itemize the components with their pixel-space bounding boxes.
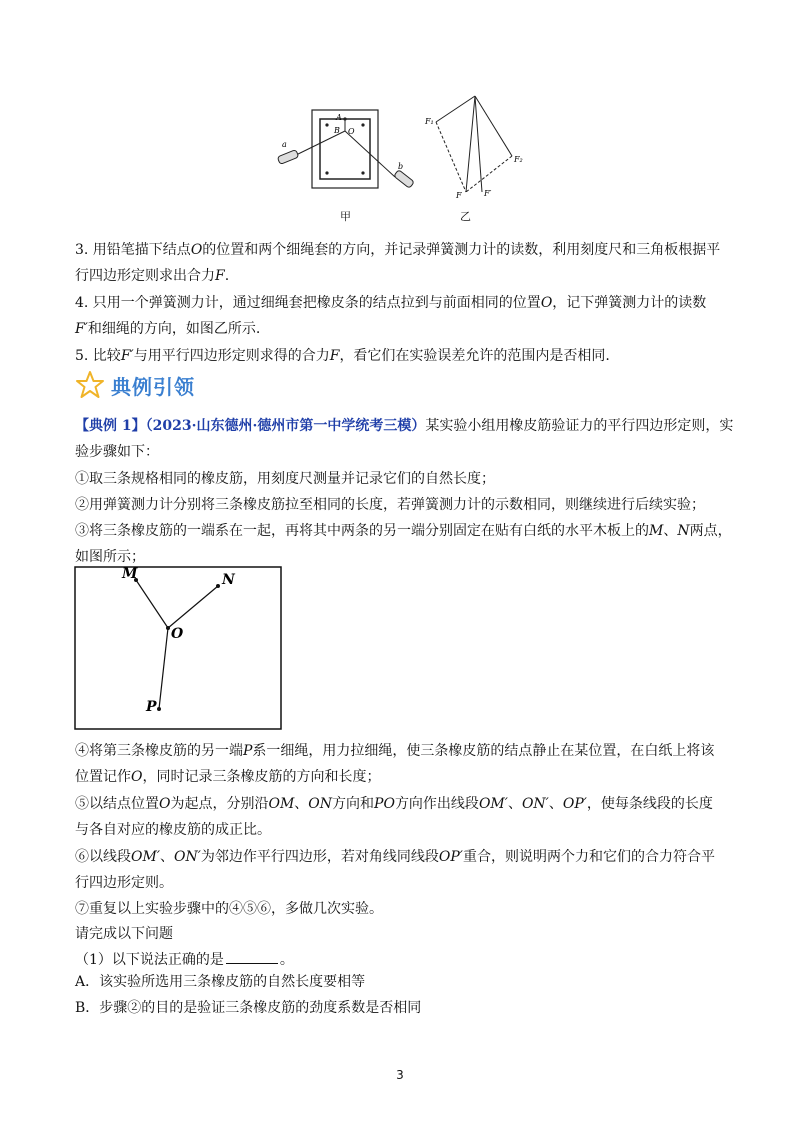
- point-M: M: [122, 566, 138, 582]
- point-O: O: [171, 626, 184, 642]
- label-F: F: [456, 191, 462, 200]
- figure-jia: [270, 105, 420, 220]
- label-O: O: [348, 127, 355, 136]
- step4-line1: 4. 只用一个弹簧测力计，通过细绳套把橡皮条的结点拉到与前面相同的位置O，记下弹簧测力计的读数: [75, 295, 707, 311]
- label-B: B: [334, 126, 340, 135]
- step-1: ①取三条规格相同的橡皮筋，用刻度尺测量并记录它们的自然长度；: [75, 471, 495, 487]
- figure-rubber-bands: [74, 566, 282, 730]
- step-4-cont: 位置记作O，同时记录三条橡皮筋的方向和长度；: [75, 769, 381, 785]
- step3-line1: 3. 用铅笔描下结点O的位置和两个细绳套的方向，并记录弹簧测力计的读数，利用刻度尺和三角板根据平: [75, 242, 721, 258]
- label-F1: F₁: [425, 117, 434, 126]
- label-F2: F₂: [514, 155, 523, 164]
- star-outline-icon: [75, 370, 105, 400]
- option-b: B．步骤②的目的是验证三条橡皮筋的劲度系数是否相同: [75, 1000, 422, 1016]
- step-6: ⑥以线段OM′、ON′为邻边作平行四边形，若对角线同线段OP′重合，则说明两个力和它们的合力符合平: [75, 849, 715, 865]
- caption-jia: 甲: [340, 210, 351, 223]
- step5-line: 5. 比较F′与用平行四边形定则求得的合力F，看它们在实验误差允许的范围内是否相同.: [75, 348, 610, 364]
- caption-yi: 乙: [460, 210, 471, 223]
- step-2: ②用弹簧测力计分别将三条橡皮筋拉至相同的长度，若弹簧测力计的示数相同，则继续进行后续实验；: [75, 497, 705, 513]
- answer-blank[interactable]: [226, 948, 278, 964]
- step-3-cont: 如图所示；: [75, 549, 145, 565]
- figure-yi: [420, 92, 540, 204]
- point-P: P: [146, 699, 157, 715]
- step-3: ③将三条橡皮筋的一端系在一起，再将其中两条的另一端分别固定在贴有白纸的水平木板上的M、N两点，: [75, 523, 732, 539]
- step-6-cont: 行四边形定则。: [75, 875, 173, 891]
- step3-line2: 行四边形定则求出合力F.: [75, 268, 230, 284]
- step-5: ⑤以结点位置O为起点，分别沿OM、ON方向和PO方向作出线段OM′、ON′、OP′，使每条线段的长度: [75, 796, 713, 812]
- step4-line2: F′和细绳的方向，如图乙所示.: [75, 321, 261, 337]
- step-4: ④将第三条橡皮筋的另一端P系一细绳，用力拉细绳，使三条橡皮筋的结点静止在某位置，在白纸上将该: [75, 743, 715, 759]
- option-a: A．该实验所选用三条橡皮筋的自然长度要相等: [75, 974, 366, 990]
- step-5-cont: 与各自对应的橡皮筋的成正比。: [75, 822, 271, 838]
- page-number: 3: [396, 1068, 404, 1082]
- example-header: 【典例 1】（2023·山东德州·德州市第一中学统考三模）某实验小组用橡皮筋验证力的平行四边形定则，实: [75, 418, 734, 434]
- question-1: （1）以下说法正确的是 。: [75, 948, 294, 970]
- example-intro2: 验步骤如下：: [75, 444, 159, 460]
- step-7: ⑦重复以上实验步骤中的④⑤⑥，多做几次实验。: [75, 901, 383, 917]
- label-A: A: [336, 113, 342, 122]
- label-b: b: [398, 162, 404, 171]
- section-header: [75, 368, 195, 402]
- label-a: a: [282, 140, 287, 149]
- section-title: 典例引领: [111, 374, 195, 399]
- point-N: N: [222, 572, 235, 588]
- question-intro: 请完成以下问题: [75, 926, 173, 942]
- label-Fprime: F′: [484, 189, 492, 198]
